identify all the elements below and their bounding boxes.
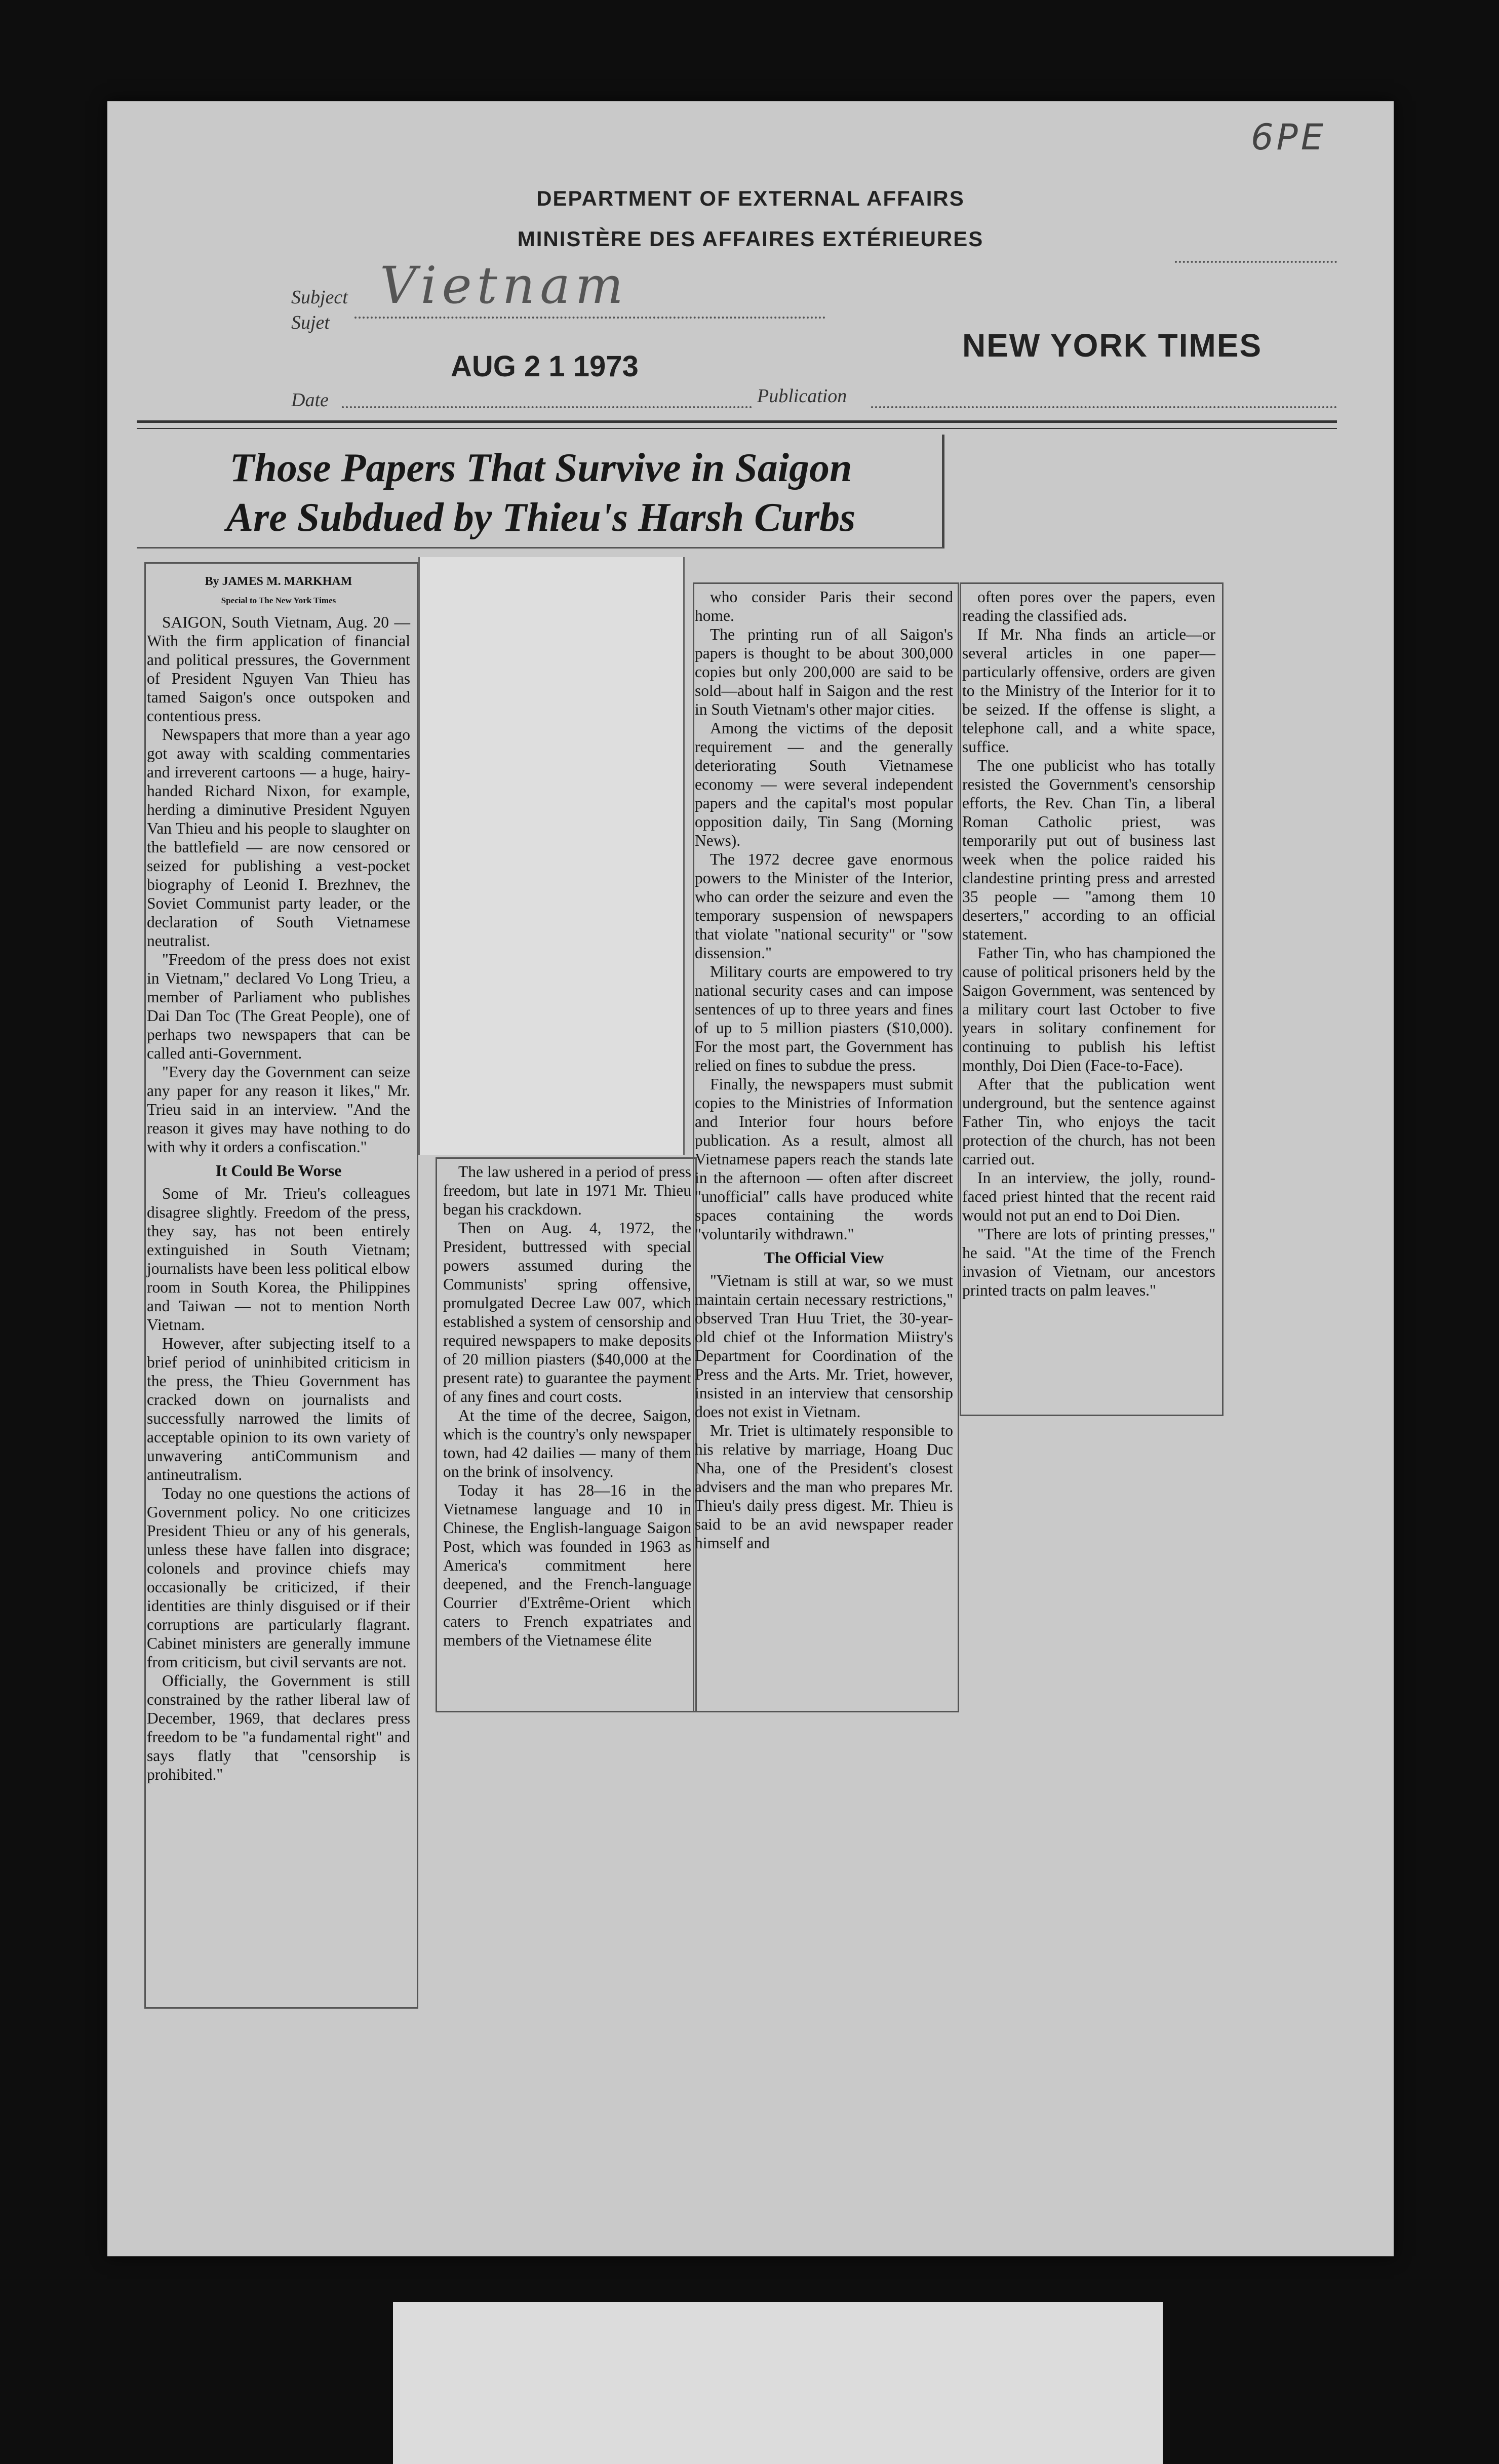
date-stamp: AUG 2 1 1973 <box>451 350 639 383</box>
header-rule <box>137 420 1337 423</box>
article-column-4 <box>962 588 1215 1300</box>
paragraph: Officially, the Government is still constrained by the rather liberal law of December, 1969, that declares press freedom to be "a fundamental right" and says flatly that "censorship is prohibited." <box>147 1672 410 1783</box>
publication-label: Publication <box>757 385 847 407</box>
paragraph: "Freedom of the press does not exist in Vietnam," declared Vo Long Trieu, a member of Parliament who publishes Dai Dan Toc (The Great People), one of perhaps two newspapers that can be called anti-Government. <box>147 951 410 1062</box>
article-column-1 <box>147 572 410 1784</box>
subject-label: Subject <box>291 287 348 308</box>
publication-line <box>871 406 1337 408</box>
paragraph: Finally, the newspapers must submit copies to the Ministries of Information and Interior four hours before publication. As a result, almost all Vietnamese papers reach the stands late in the afternoon — often after discreet "unofficial" calls have produced white spaces containing the words "voluntarily withdrawn." <box>695 1075 953 1243</box>
paragraph: However, after subjecting itself to a brief period of uninhibited criticism in the press, the Thieu Government has cracked down on journalists and successfully narrowed the limits of acceptable opinion to its own variety of unwavering antiCommunism and antineutralism. <box>147 1335 410 1483</box>
headline <box>146 443 936 542</box>
paragraph: In an interview, the jolly, round-faced priest hinted that the recent raid would not put an end to Doi Dien. <box>962 1169 1215 1224</box>
paragraph: If Mr. Nha finds an article—or several articles in one paper—particularly offensive, orders are given to the Ministry of the Interior for it to be seized. If the offense is slight, a telephone call, and a white space, suffice. <box>962 625 1215 756</box>
paragraph: Newspapers that more than a year ago got away with scalding commentaries and irreverent cartoons — a huge, hairy-handed Richard Nixon, for example, herding a diminutive President Nguyen Van Thieu and his people to slaughter on the battlefield — are now censored or seized for publishing a vest-pocket biography of Leonid I. Brezhnev, the Soviet Communist party leader, or the declaration of South Vietnamese neutralist. <box>147 726 410 950</box>
corner-code: 6PE <box>1251 116 1326 158</box>
paragraph: The law ushered in a period of press freedom, but late in 1971 Mr. Thieu began his crackdown. <box>443 1163 691 1218</box>
header-rule-thin <box>137 428 1337 429</box>
paragraph: At the time of the decree, Saigon, which is the country's only newspaper town, had 42 dailies — many of them on the brink of insolvency. <box>443 1406 691 1480</box>
special-credit: Special to The New York Times <box>221 596 336 605</box>
publication-stamp: NEW YORK TIMES <box>962 327 1263 364</box>
article-column-3 <box>695 588 953 1552</box>
paragraph: The one publicist who has totally resisted the Government's censorship efforts, the Rev. Chan Tin, a liberal Roman Catholic priest, was temporarily put out of business last week when the police raided his clandestine printing press and arrested 35 people — "among them 10 deserters," according to an official statement. <box>962 757 1215 943</box>
byline: By JAMES M. MARKHAM <box>205 575 352 588</box>
headline-line-1: Those Papers That Survive in Saigon <box>229 446 852 490</box>
paragraph: The printing run of all Saigon's papers is thought to be about 300,000 copies but only 200,000 are said to be sold—about half in Saigon and the rest in South Vietnam's other major cities. <box>695 625 953 718</box>
paper-slip <box>393 2302 1163 2464</box>
paragraph: "Vietnam is still at war, so we must maintain certain necessary restrictions," observed Tran Huu Triet, the 30-year-old chief ot the Information Miistry's Department for Coordination of the Press and the Arts. Mr. Triet, however, insisted in an interview that censorship does not exist in Vietnam. <box>695 1272 953 1421</box>
paragraph: who consider Paris their second home. <box>695 588 953 624</box>
subject-value: Vietnam <box>380 256 628 315</box>
subhead-it-could-be-worse: It Could Be Worse <box>215 1162 342 1180</box>
subhead-official-view: The Official View <box>764 1249 884 1267</box>
paragraph: Military courts are empowered to try national security cases and can impose sentences of up to three years and fines of up to 5 million piasters ($10,000). For the most part, the Government has relied on fines to subdue the press. <box>695 963 953 1074</box>
paragraph: "There are lots of printing presses," he said. "At the time of the French invasion of Vietnam, our ancestors printed tracts on palm leaves." <box>962 1225 1215 1299</box>
paragraph: Among the victims of the deposit requirement — and the generally deteriorating South Vietnamese economy — were several independent papers and the capital's most popular opposition daily, Tin Sang (Morning News). <box>695 719 953 849</box>
paragraph: Mr. Triet is ultimately responsible to his relative by marriage, Hoang Duc Nha, one of the President's closest advisers and the man who prepares Mr. Thieu's daily press digest. Mr. Thieu is said to be an avid newspaper reader himself and <box>695 1422 953 1552</box>
paragraph: Today no one questions the actions of Government policy. No one criticizes President Thieu or any of his generals, unless these have fallen into disgrace; colonels and province chiefs may occasionally be criticized, if their identities are thinly disguised or if their corruptions are particularly flagrant. Cabinet ministers are generally immune from criticism, but civil servants are not. <box>147 1484 410 1671</box>
headline-line-2: Are Subdued by Thieu's Harsh Curbs <box>226 495 856 540</box>
blank-clip-space <box>418 557 685 1155</box>
date-line <box>342 406 752 408</box>
paragraph: "Every day the Government can seize any paper for any reason it likes," Mr. Trieu said in an interview. "And the reason it gives may have nothing to do with why it orders a confiscation." <box>147 1063 410 1156</box>
article-column-2 <box>443 1162 691 1650</box>
sujet-label: Sujet <box>291 312 330 333</box>
paragraph: Some of Mr. Trieu's colleagues disagree slightly. Freedom of the press, they say, has not been entirely extinguished in South Vietnam; journalists have been less political elbow room in South Korea, the Philippines and Taiwan — not to mention North Vietnam. <box>147 1185 410 1334</box>
paragraph: SAIGON, South Vietnam, Aug. 20 — With the firm application of financial and political pressures, the Government of President Nguyen Van Thieu has tamed Saigon's once outspoken and contentious press. <box>147 613 410 725</box>
subject-line <box>354 317 825 319</box>
paragraph: After that the publication went underground, but the sentence against Father Tin, who enjoys the tacit protection of the church, has not been carried out. <box>962 1075 1215 1168</box>
paragraph: Father Tin, who has championed the cause of political prisoners held by the Saigon Government, was sentenced by a military court last October to five years in solitary confinement for continuing to publish his leftist monthly, Doi Dien (Face-to-Face). <box>962 944 1215 1074</box>
date-label: Date <box>291 389 329 411</box>
paragraph: often pores over the papers, even reading the classified ads. <box>962 588 1215 624</box>
paragraph: Today it has 28—16 in the Vietnamese language and 10 in Chinese, the English-language Saigon Post, which was founded in 1963 as America's commitment here deepened, and the French-language Courrier d'Extrême-Orient which caters to French expatriates and members of the Vietnamese élite <box>443 1481 691 1649</box>
department-title-en: DEPARTMENT OF EXTERNAL AFFAIRS <box>536 186 965 210</box>
paragraph: The 1972 decree gave enormous powers to the Minister of the Interior, who can order the seizure and even the temporary suspension of newspapers that violate "national security" or "sow dissension." <box>695 850 953 962</box>
corner-line <box>1175 261 1337 263</box>
paragraph: Then on Aug. 4, 1972, the President, buttressed with special powers assumed during the Communists' spring offensive, promulgated Decree Law 007, which established a system of censorship and required newspapers to make deposits of 20 million piasters ($40,000 at the present rate) to guarantee the payment of any fines and court costs. <box>443 1219 691 1405</box>
department-title-fr: MINISTÈRE DES AFFAIRES EXTÉRIEURES <box>517 227 984 251</box>
